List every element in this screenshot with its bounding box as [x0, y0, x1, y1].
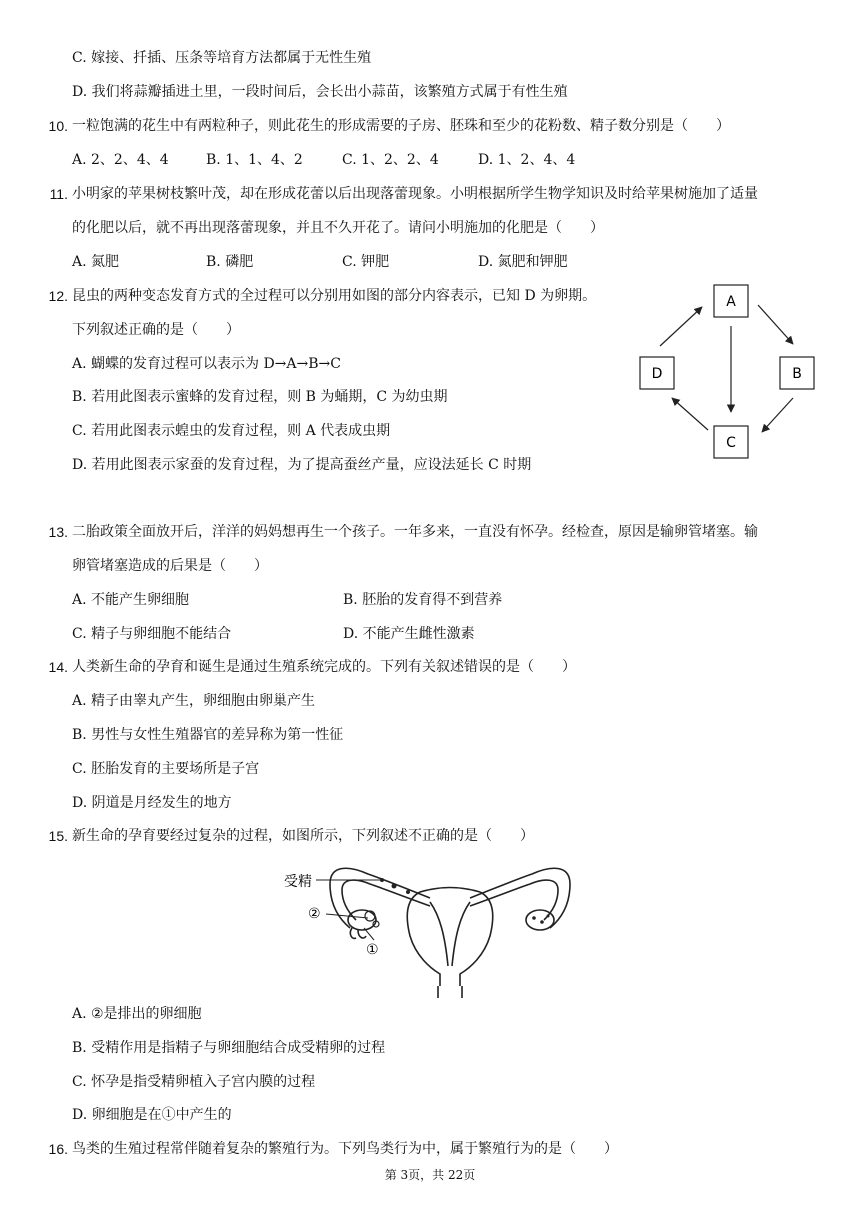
- option-d: D. 不能产生雌性激素: [343, 626, 475, 642]
- question-text: 下列叙述正确的是（ ）: [72, 322, 240, 338]
- options-row: [72, 624, 475, 644]
- option-b: B. 若用此图表示蜜蜂的发育过程，则 B 为蛹期，C 为幼虫期: [72, 389, 448, 405]
- arrow-c-to-d: [672, 398, 708, 430]
- option-c: C. 钾肥: [342, 254, 390, 270]
- option-d: D. 1、2、4、4: [478, 152, 576, 168]
- stage-c-label: C: [726, 435, 736, 451]
- option-d: D. 氮肥和钾肥: [478, 254, 568, 270]
- stage-a-box: [714, 285, 748, 317]
- option-a: A. 蝴蝶的发育过程可以表示为 D→A→B→C: [72, 356, 341, 372]
- question-number: 15.: [48, 828, 68, 844]
- question-text: 二胎政策全面放开后，洋洋的妈妈想再生一个孩子。一年多来，一直没有怀孕。经检查，原因是输卵管堵塞。输: [72, 524, 758, 540]
- option-a: A. 不能产生卵细胞: [72, 592, 190, 608]
- stage-a-label: A: [726, 294, 736, 310]
- reproductive-system-diagram: [270, 856, 590, 1001]
- option-d: D. 若用此图表示家蚕的发育过程，为了提高蚕丝产量，应设法延长 C 时期: [72, 457, 532, 473]
- question-text: 人类新生命的孕育和诞生是通过生殖系统完成的。下列有关叙述错误的是（ ）: [72, 659, 576, 675]
- label-two: ②: [308, 906, 321, 922]
- leader-line: [326, 914, 368, 918]
- option-d: D. 我们将蒜瓣插进土里，一段时间后，会长出小蒜苗，该繁殖方式属于有性生殖: [72, 84, 568, 100]
- stage-d-label: D: [651, 366, 663, 382]
- question-text: 小明家的苹果树枝繁叶茂，却在形成花蕾以后出现落蕾现象。小明根据所学生物学知识及时给苹果树施加了适量: [72, 186, 758, 202]
- question-number: 14.: [48, 659, 68, 675]
- option-a: A. ②是排出的卵细胞: [72, 1006, 202, 1022]
- question-text: 新生命的孕育要经过复杂的过程，如图所示，下列叙述不正确的是（ ）: [72, 828, 534, 844]
- options-row: [72, 590, 502, 610]
- question-number: 13.: [48, 524, 68, 540]
- question-number: 16.: [48, 1141, 68, 1157]
- option-b: B. 受精作用是指精子与卵细胞结合成受精卵的过程: [72, 1040, 386, 1056]
- option-c: C. 精子与卵细胞不能结合: [72, 626, 232, 642]
- option-a: A. 精子由睾丸产生，卵细胞由卵巢产生: [72, 693, 316, 709]
- stage-b-label: B: [792, 366, 802, 382]
- label-fertilization: 受精: [284, 874, 312, 890]
- question-number: 10.: [48, 118, 68, 134]
- option-a: A. 氮肥: [72, 254, 120, 270]
- option-b: B. 1、1、4、2: [206, 152, 303, 168]
- option-c: C. 嫁接、扦插、压条等培育方法都属于无性生殖: [72, 50, 372, 66]
- question-text: 昆虫的两种变态发育方式的全过程可以分别用如图的部分内容表示，已知 D 为卵期。: [72, 288, 597, 304]
- option-d: D. 阴道是月经发生的地方: [72, 795, 232, 811]
- option-a: A. 2、2、4、4: [72, 152, 169, 168]
- options-row: [72, 150, 575, 170]
- arrow-a-to-b: [758, 305, 793, 344]
- page-footer: 第 3页，共 22页: [384, 1168, 476, 1182]
- question-text: 卵管堵塞造成的后果是（ ）: [72, 558, 268, 574]
- arrow-b-to-c: [762, 398, 793, 432]
- option-b: B. 磷肥: [206, 254, 254, 270]
- leader-line: [364, 928, 374, 940]
- option-d: D. 卵细胞是在①中产生的: [72, 1107, 232, 1123]
- life-cycle-diagram: [630, 280, 830, 470]
- option-b: B. 男性与女性生殖器官的差异称为第一性征: [72, 727, 344, 743]
- question-text: 鸟类的生殖过程常伴随着复杂的繁殖行为。下列鸟类行为中，属于繁殖行为的是（ ）: [72, 1141, 618, 1157]
- stage-b-box: [780, 357, 814, 389]
- options-row: [72, 252, 568, 272]
- label-one: ①: [366, 942, 379, 958]
- arrow-d-to-a: [660, 307, 702, 346]
- question-number: 11.: [49, 186, 68, 202]
- stage-c-box: [714, 426, 748, 458]
- option-c: C. 怀孕是指受精卵植入子宫内膜的过程: [72, 1074, 316, 1090]
- option-c: C. 若用此图表示蝗虫的发育过程，则 A 代表成虫期: [72, 423, 391, 439]
- option-c: C. 胚胎发育的主要场所是子宫: [72, 761, 260, 777]
- stage-d-box: [640, 357, 674, 389]
- question-number: 12.: [48, 288, 68, 304]
- option-c: C. 1、2、2、4: [342, 152, 439, 168]
- option-b: B. 胚胎的发育得不到营养: [343, 592, 503, 608]
- question-text: 一粒饱满的花生中有两粒种子，则此花生的形成需要的子房、胚珠和至少的花粉数、精子数分别是（ ）: [72, 118, 730, 134]
- question-text: 的化肥以后，就不再出现落蕾现象，并且不久开花了。请问小明施加的化肥是（ ）: [72, 220, 604, 236]
